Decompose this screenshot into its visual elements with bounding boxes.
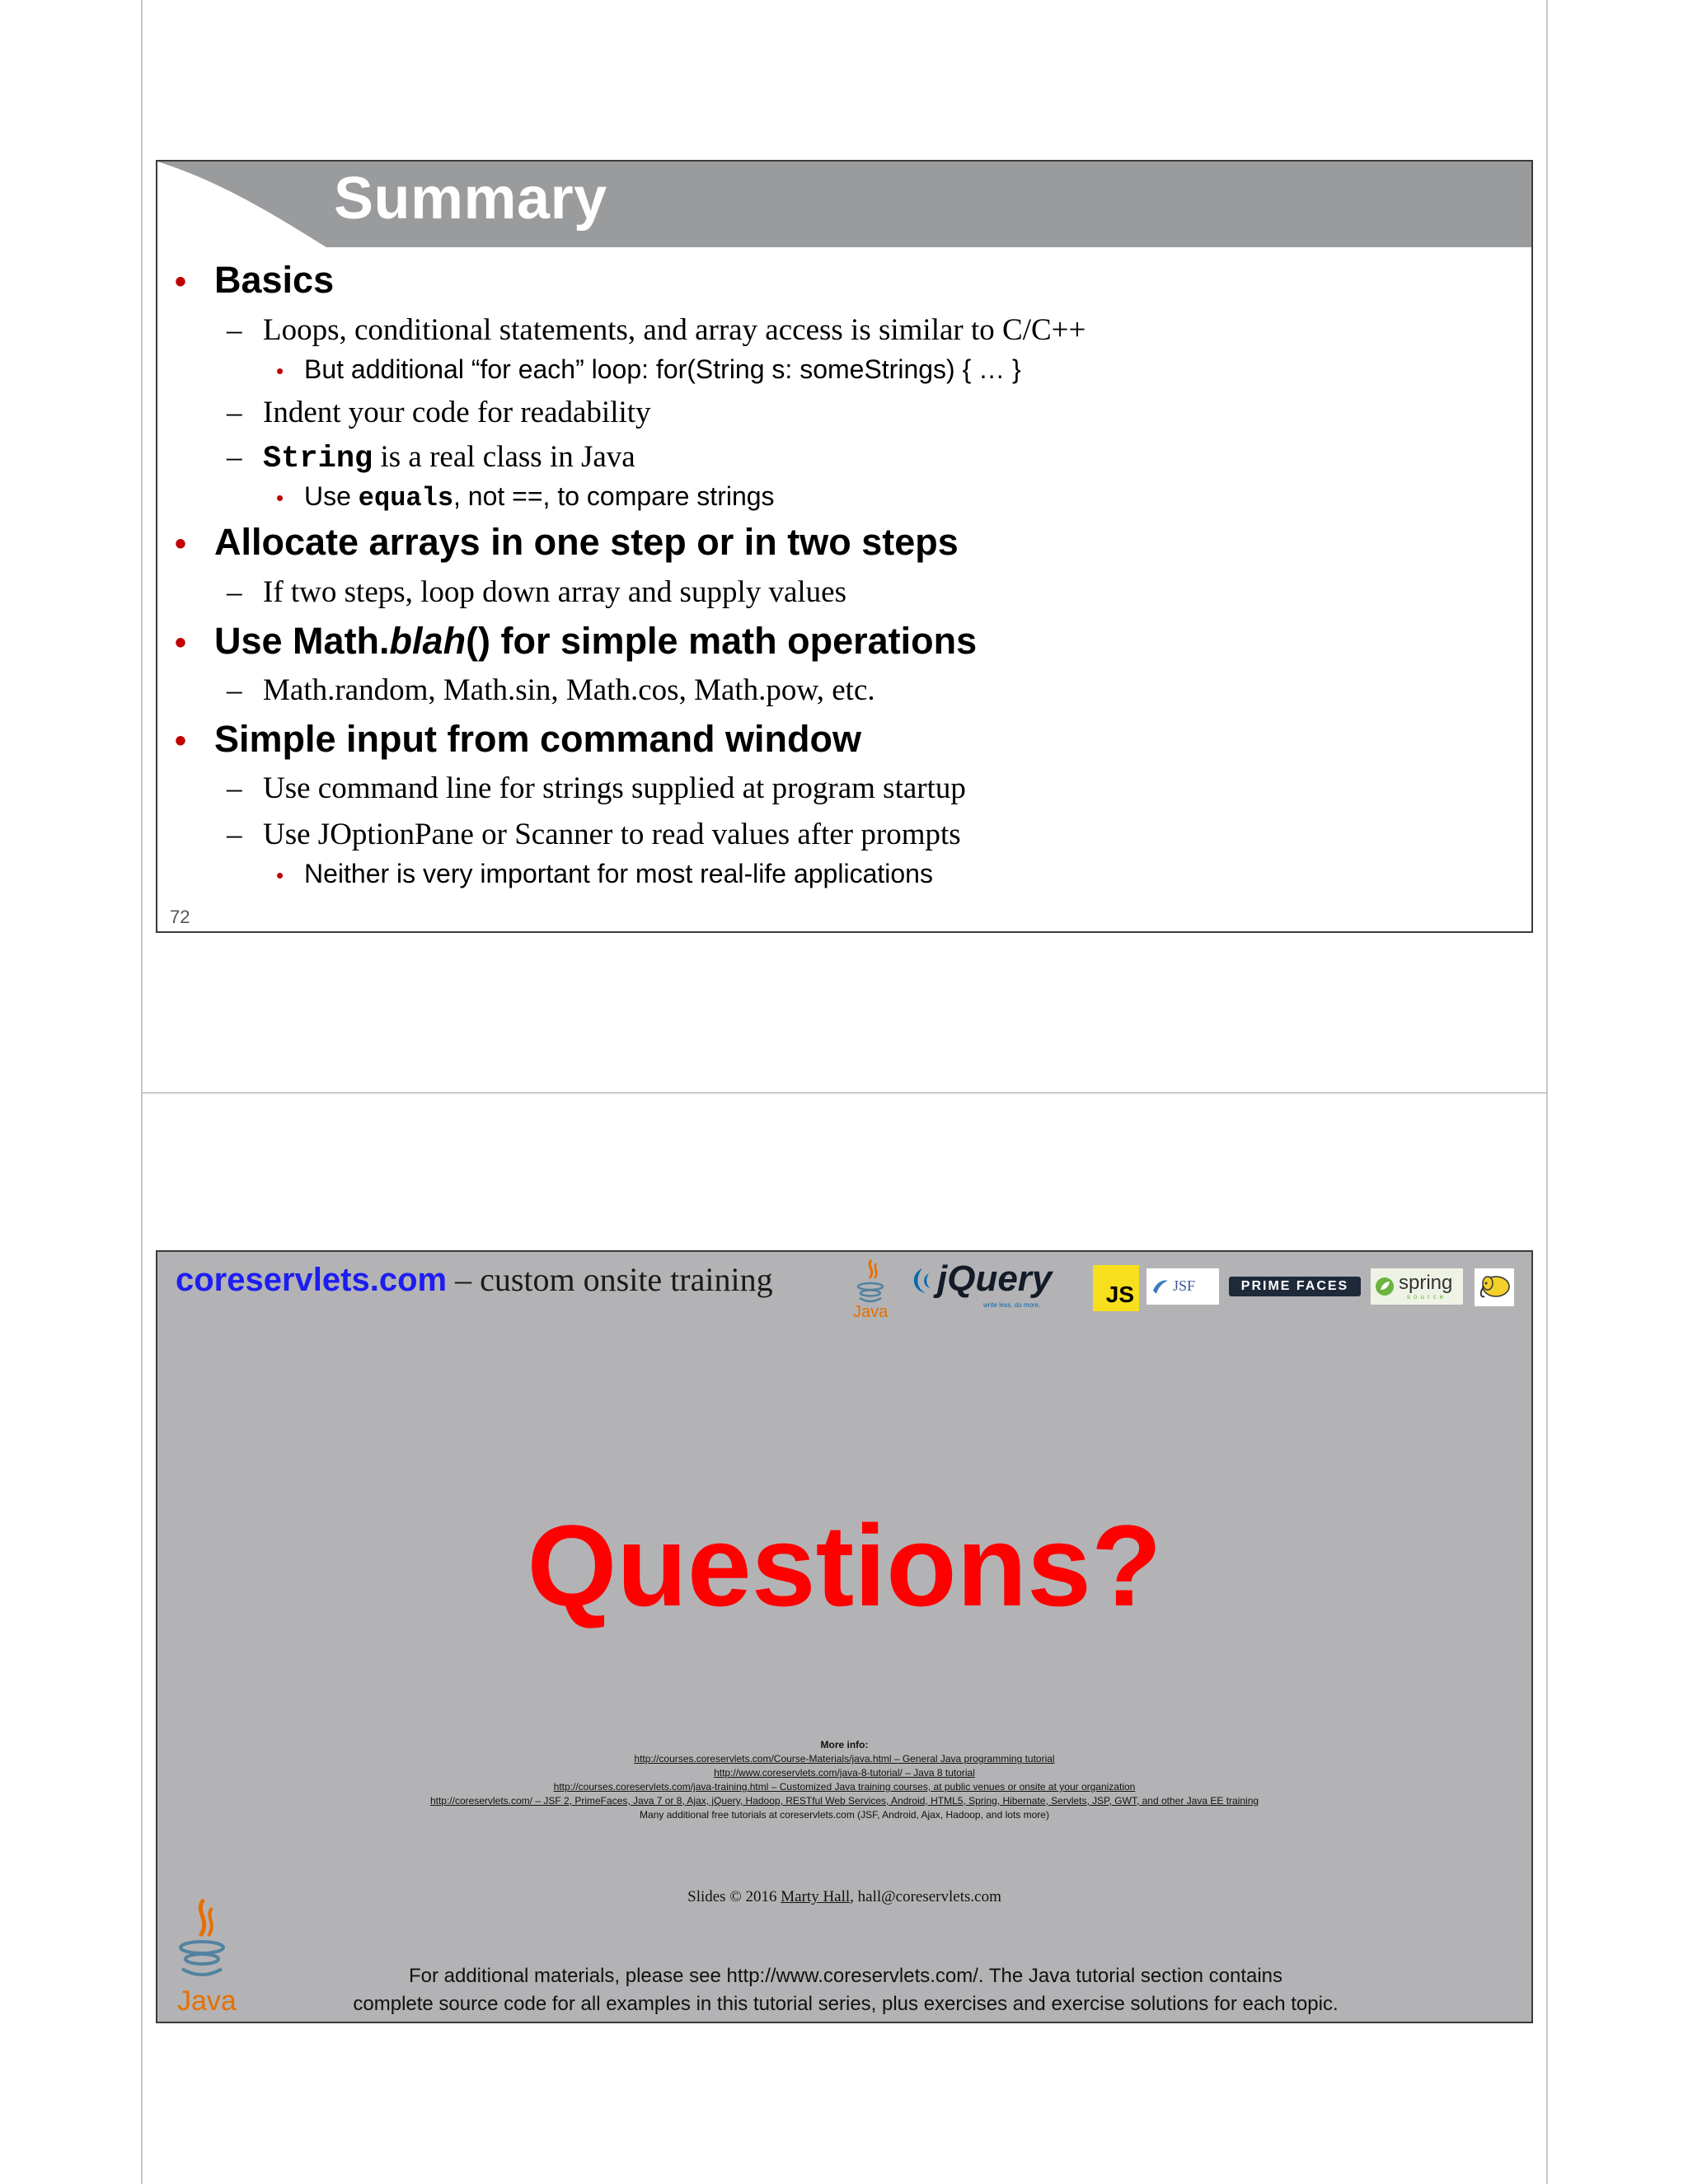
primefaces-logo bbox=[1229, 1272, 1361, 1301]
detail-label: Use bbox=[304, 481, 359, 511]
js-logo bbox=[1093, 1265, 1139, 1311]
sub-joptionpane bbox=[227, 817, 961, 852]
slide-title: Summary bbox=[334, 166, 607, 232]
java-logo-text: Java bbox=[853, 1303, 889, 1321]
code-string: String bbox=[263, 442, 373, 476]
summary-slide bbox=[156, 160, 1533, 933]
brand-line bbox=[176, 1260, 773, 1299]
more-info-link[interactable]: http://courses.coreservlets.com/Course-Materials/java.html – General Java programming tutorial bbox=[634, 1753, 1055, 1765]
bullet-basics bbox=[175, 259, 334, 302]
bullet-icon: • bbox=[175, 264, 187, 300]
title-bar bbox=[157, 162, 1531, 247]
spring-leaf-icon bbox=[1374, 1276, 1395, 1297]
jsf-text: JSF bbox=[1173, 1277, 1196, 1294]
dash-icon: – bbox=[227, 440, 242, 474]
jquery-swoosh-icon bbox=[907, 1265, 935, 1298]
bullet-icon: • bbox=[175, 526, 187, 562]
primefaces-text: PRIME FACES bbox=[1240, 1279, 1349, 1293]
credit-author-link[interactable]: Marty Hall bbox=[781, 1888, 851, 1905]
detail-label: But additional “for each” loop: for(String s: someStrings) { … } bbox=[304, 354, 1021, 384]
hadoop-elephant-icon bbox=[1475, 1268, 1514, 1306]
detail-foreach bbox=[276, 354, 1021, 385]
detail-equals bbox=[276, 481, 775, 513]
footer-note bbox=[256, 1962, 1435, 2018]
dash-icon: – bbox=[227, 313, 242, 347]
bullet-input bbox=[175, 718, 861, 761]
sub-label: Loops, conditional statements, and array access is similar to C/C++ bbox=[263, 313, 1086, 347]
more-info-link[interactable]: http://www.coreservlets.com/java-8-tutorial/ – Java 8 tutorial bbox=[714, 1767, 975, 1779]
logo-strip bbox=[850, 1254, 1526, 1328]
sub-string bbox=[227, 439, 635, 476]
sub-indent bbox=[227, 395, 651, 430]
java-big-logo-icon bbox=[169, 1895, 235, 2018]
dash-icon: – bbox=[227, 771, 242, 805]
questions-heading: Questions? bbox=[527, 1501, 1162, 1630]
jsf-logo bbox=[1146, 1268, 1219, 1305]
detail-label: Neither is very important for most real-life applications bbox=[304, 859, 933, 888]
jquery-subtext: write less, do more. bbox=[983, 1301, 1041, 1309]
bullet-arrays bbox=[175, 521, 959, 564]
code-equals: equals bbox=[358, 483, 454, 513]
sub-label: Use JOptionPane or Scanner to read values after prompts bbox=[263, 818, 961, 851]
slide-number: 72 bbox=[170, 907, 190, 927]
questions-slide bbox=[156, 1250, 1533, 2023]
jquery-text: jQuery bbox=[937, 1258, 1053, 1299]
java-logo-icon bbox=[850, 1257, 891, 1323]
spring-logo bbox=[1371, 1268, 1463, 1305]
detail-neither bbox=[276, 859, 933, 889]
bullet-icon: • bbox=[276, 863, 284, 888]
sub-label: is a real class in Java bbox=[373, 440, 635, 474]
detail-label-rest: , not ==, to compare strings bbox=[453, 481, 775, 511]
jsf-swoosh-icon bbox=[1151, 1277, 1170, 1296]
footer-line-1: For additional materials, please see http://www.coreservlets.com/. The Java tutorial section contains bbox=[408, 1965, 1283, 1987]
credit-email: , hall@coreservlets.com bbox=[850, 1888, 1001, 1905]
js-text: JS bbox=[1105, 1282, 1134, 1307]
bullet-math bbox=[175, 620, 977, 663]
dash-icon: – bbox=[227, 818, 242, 851]
bullet-icon: • bbox=[276, 359, 284, 383]
bullet-label: Allocate arrays in one step or in two steps bbox=[214, 521, 959, 563]
sub-math-methods bbox=[227, 673, 875, 708]
more-info-block bbox=[157, 1738, 1531, 1822]
sub-loops bbox=[227, 312, 1085, 348]
page-divider bbox=[141, 1092, 1548, 1094]
bullet-label: Simple input from command window bbox=[214, 718, 862, 760]
brand-tagline: – custom onsite training bbox=[447, 1261, 773, 1298]
jquery-logo bbox=[907, 1258, 1072, 1316]
more-info-link[interactable]: http://courses.coreservlets.com/java-training.html – Customized Java training courses, at public venues or onsite at your organization bbox=[553, 1781, 1136, 1793]
more-info-note: Many additional free tutorials at coreservlets.com (JSF, Android, Ajax, Hadoop, and lots more) bbox=[640, 1809, 1049, 1821]
sub-label: Indent your code for readability bbox=[263, 396, 651, 429]
sub-command-line bbox=[227, 771, 966, 806]
bullet-icon: • bbox=[175, 625, 187, 661]
sub-label: If two steps, loop down array and supply values bbox=[263, 575, 847, 609]
sub-label: Math.random, Math.sin, Math.cos, Math.pow, etc. bbox=[263, 673, 875, 707]
more-info-link[interactable]: http://coreservlets.com/ – JSF 2, PrimeFaces, Java 7 or 8, Ajax, jQuery, Hadoop, RESTful Web Services, Android, HTML5, Spring, Hibernate, Servlets, JSP, GWT, and other Java EE training bbox=[429, 1795, 1259, 1807]
dash-icon: – bbox=[227, 575, 242, 609]
sub-two-steps bbox=[227, 574, 846, 610]
brand-site: coreservlets.com bbox=[176, 1262, 448, 1298]
dash-icon: – bbox=[227, 673, 242, 707]
bullet-icon: • bbox=[276, 485, 284, 510]
sub-label: Use command line for strings supplied at program startup bbox=[263, 771, 966, 805]
bullet-label: Basics bbox=[214, 259, 335, 301]
slides-credit bbox=[157, 1888, 1531, 1906]
dash-icon: – bbox=[227, 396, 242, 429]
spring-subtext: source bbox=[1407, 1293, 1447, 1301]
bullet-label-rest: () for simple math operations bbox=[466, 620, 978, 662]
more-info-heading: More info: bbox=[820, 1739, 869, 1750]
bullet-label: Use Math. bbox=[214, 620, 390, 662]
bullet-icon: • bbox=[175, 723, 187, 759]
footer-line-2: complete source code for all examples in this tutorial series, plus exercises and exercise solutions for each topic. bbox=[353, 1993, 1339, 2015]
credit-prefix: Slides © 2016 bbox=[687, 1888, 781, 1905]
spring-text: spring bbox=[1399, 1272, 1453, 1294]
java-big-logo-text: Java bbox=[177, 1985, 237, 2017]
bullet-label-italic: blah bbox=[389, 620, 467, 662]
